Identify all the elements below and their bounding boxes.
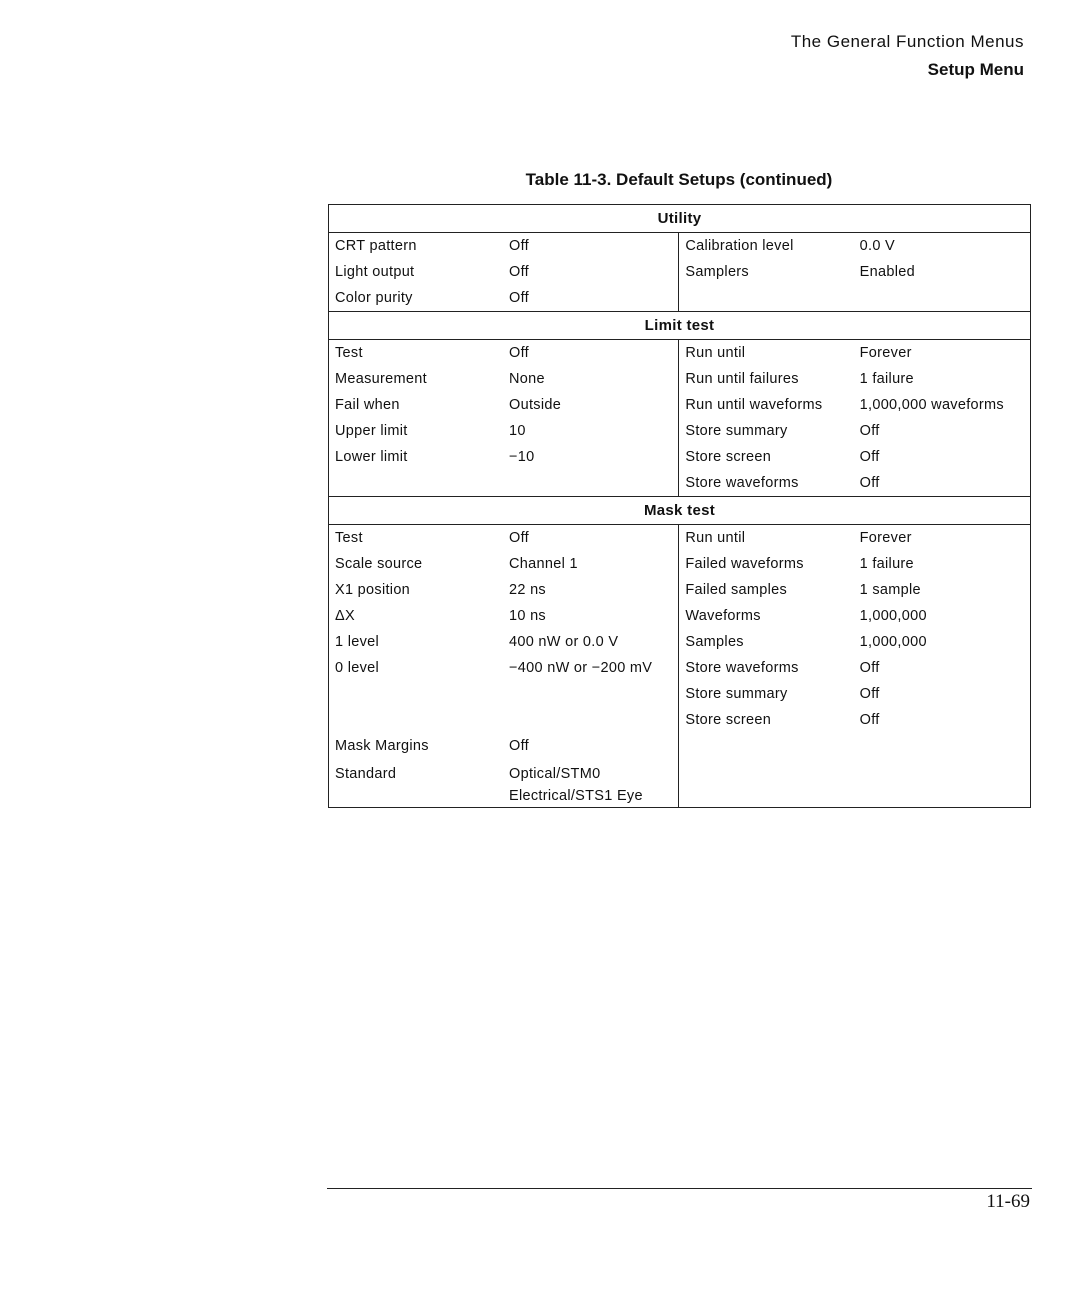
table-row	[329, 525, 1031, 552]
setting-value: 1 sample	[859, 582, 921, 598]
table-row	[329, 285, 1031, 312]
setting-label: CRT pattern	[335, 238, 417, 254]
setting-value: 10	[503, 418, 679, 444]
setting-label	[329, 707, 504, 733]
setting-label: Calibration level	[685, 238, 794, 254]
setting-value: 22 ns	[503, 577, 679, 603]
table-row	[329, 418, 1031, 444]
table-row-standard	[329, 759, 1031, 808]
setting-value: 1 failure	[859, 556, 914, 572]
setting-value: Off	[503, 733, 679, 759]
setting-value: 1,000,000	[859, 634, 927, 650]
setting-value: 1,000,000 waveforms	[859, 397, 1004, 413]
setting-label: Mask Margins	[335, 738, 429, 754]
setting-label: Lower limit	[335, 449, 408, 465]
setting-label: Store summary	[685, 423, 788, 439]
section-title-utility: Utility	[329, 205, 1031, 233]
setting-label: Run until waveforms	[685, 397, 823, 413]
setting-label: Scale source	[335, 556, 423, 572]
setting-label: Samplers	[685, 264, 749, 280]
setting-value	[854, 733, 1031, 759]
setting-label: X1 position	[335, 582, 411, 598]
table-caption: Table 11-3. Default Setups (continued)	[525, 170, 833, 189]
setting-value: Off	[503, 259, 679, 285]
setting-value: 1,000,000	[859, 608, 927, 624]
setting-label: Store waveforms	[685, 660, 799, 676]
setting-label: Waveforms	[685, 608, 761, 624]
setting-value: 0.0 V	[859, 238, 895, 254]
setting-value: Channel 1	[503, 551, 679, 577]
setting-label: ΔX	[335, 608, 355, 624]
page-header	[791, 30, 1024, 86]
setting-label: Test	[335, 530, 363, 546]
table-row	[329, 629, 1031, 655]
setting-label: Color purity	[335, 290, 413, 306]
setting-label: Run until failures	[685, 371, 799, 387]
table-row	[329, 681, 1031, 707]
section-header-mask-test	[329, 497, 1031, 525]
setting-value: Off	[503, 340, 679, 367]
setting-value	[503, 759, 679, 808]
setting-value: Enabled	[859, 264, 915, 280]
setting-value: −10	[503, 444, 679, 470]
default-setups-table	[328, 204, 1031, 808]
setting-value: 400 nW or 0.0 V	[503, 629, 679, 655]
table-row	[329, 551, 1031, 577]
setting-value: Off	[859, 449, 880, 465]
table-row	[329, 340, 1031, 367]
setting-label: Failed samples	[685, 582, 788, 598]
setting-label: Run until	[685, 530, 746, 546]
setting-label: Fail when	[335, 397, 400, 413]
table-row	[329, 733, 1031, 759]
setting-label: Measurement	[335, 371, 427, 387]
table-row	[329, 259, 1031, 285]
section-header-utility	[329, 205, 1031, 233]
table-row	[329, 603, 1031, 629]
setting-label: Store screen	[685, 712, 772, 728]
setting-label: 1 level	[335, 634, 380, 650]
setting-label: Run until	[685, 345, 746, 361]
setting-value: Off	[503, 285, 679, 312]
setting-value	[503, 681, 679, 707]
setting-label: Store waveforms	[685, 475, 799, 491]
setting-value: Off	[859, 423, 880, 439]
table-row	[329, 392, 1031, 418]
setting-label: Light output	[335, 264, 415, 280]
section-title-mask-test: Mask test	[329, 497, 1031, 525]
setting-label: Store summary	[685, 686, 788, 702]
setting-label: Upper limit	[335, 423, 408, 439]
setting-label: Failed waveforms	[685, 556, 804, 572]
setting-label	[679, 759, 854, 808]
setting-value	[854, 759, 1031, 808]
setting-label: Store screen	[685, 449, 772, 465]
setting-value	[503, 470, 679, 497]
setting-label	[329, 681, 504, 707]
footer-rule	[327, 1188, 1032, 1189]
table-row	[329, 655, 1031, 681]
subsection-title: Setup Menu	[927, 60, 1024, 79]
setting-value: Off	[859, 475, 880, 491]
section-title-limit-test: Limit test	[329, 312, 1031, 340]
table-row	[329, 707, 1031, 733]
table-row	[329, 233, 1031, 260]
setting-value: Off	[859, 712, 880, 728]
setting-label	[679, 285, 854, 312]
setting-value: Outside	[503, 392, 679, 418]
setting-value: −400 nW or −200 mV	[503, 655, 679, 681]
setting-label: 0 level	[335, 660, 380, 676]
section-header-limit-test	[329, 312, 1031, 340]
standard-value-line1: Optical/STM0	[509, 766, 601, 782]
table-row	[329, 366, 1031, 392]
table-row	[329, 577, 1031, 603]
setting-value: Forever	[859, 530, 912, 546]
setting-value: Off	[503, 525, 679, 552]
standard-value-line2: Electrical/STS1 Eye	[509, 788, 643, 804]
table-row	[329, 470, 1031, 497]
setting-value: Off	[859, 686, 880, 702]
setting-value: 1 failure	[859, 371, 914, 387]
section-title: The General Function Menus	[790, 32, 1024, 51]
page-number: 11-69	[986, 1191, 1030, 1212]
setting-value	[503, 707, 679, 733]
setting-label: Standard	[335, 766, 397, 782]
setting-value: None	[503, 366, 679, 392]
setting-value: 10 ns	[503, 603, 679, 629]
setting-value: Off	[503, 233, 679, 260]
setting-label	[329, 470, 504, 497]
table-row	[329, 444, 1031, 470]
setting-label	[679, 733, 854, 759]
setting-label: Test	[335, 345, 363, 361]
setting-value: Forever	[859, 345, 912, 361]
setting-value	[854, 285, 1031, 312]
setting-value: Off	[859, 660, 880, 676]
setting-label: Samples	[685, 634, 744, 650]
